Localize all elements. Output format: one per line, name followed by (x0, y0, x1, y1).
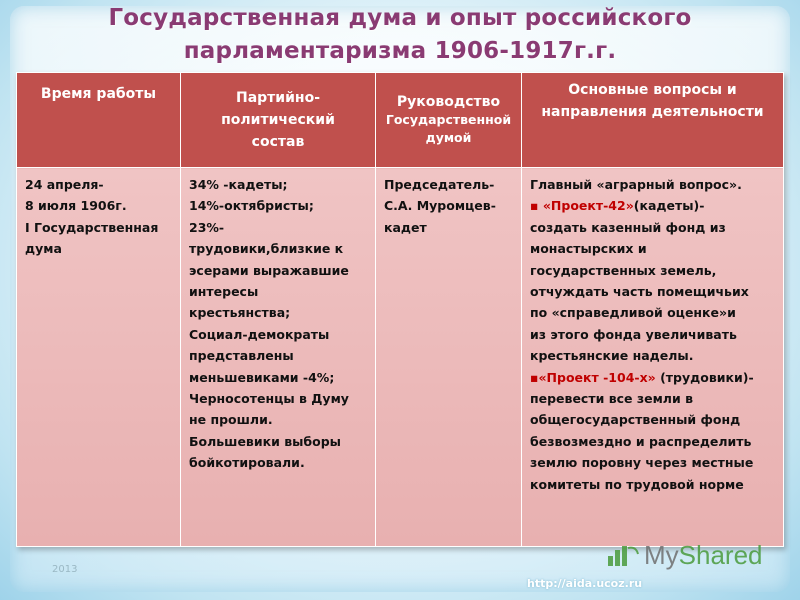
cell-line: общегосударственный фонд (530, 412, 741, 428)
myshared-logo[interactable] (606, 540, 763, 570)
header-label: политический (221, 112, 335, 128)
cell-line: землю поровну через местные (530, 455, 754, 471)
cell-line: 14%-октябристы; (189, 198, 314, 214)
cell-line: Черносотенцы в Думу (189, 391, 349, 407)
cell-line: кадет (384, 219, 427, 235)
cell-line: 8 июля 1906г. (25, 198, 127, 214)
title-line-2: парламентаризма 1906-1917г.г. (183, 38, 617, 64)
cell-leadership (376, 168, 522, 547)
cell-main-issues (522, 168, 784, 547)
header-label: Время работы (40, 86, 157, 102)
header-main-issues (522, 73, 784, 168)
project-name: «Проект -104-х» (538, 369, 656, 385)
table-row (17, 168, 784, 547)
cell-line: Главный «аграрный вопрос». (530, 177, 742, 192)
header-label: состав (251, 134, 305, 150)
cell-line: 23%- (189, 219, 225, 235)
cell-line: по «справедливой оценке»и (530, 305, 736, 321)
cell-line: С.А. Муромцев- (384, 198, 496, 214)
project-name: «Проект-42» (542, 198, 634, 214)
header-label: Партийно- (235, 90, 321, 106)
square-bullet-icon: ▪ (530, 198, 539, 214)
logo-text (644, 540, 763, 571)
header-label: Основные вопросы и (568, 82, 737, 98)
cell-line: 24 апреля- (25, 177, 104, 192)
myshared-logo-icon (606, 542, 640, 568)
cell-line: дума (25, 241, 62, 257)
bullet-item-project-42 (530, 195, 775, 216)
header-label: Государственной (385, 112, 512, 127)
site-url[interactable]: http://aida.ucoz.ru (527, 577, 643, 590)
bullet-item-project-104 (530, 367, 775, 388)
cell-line: не прошли. (189, 412, 273, 428)
cell-line: представлены (189, 348, 294, 364)
cell-line: 34% -кадеты; (189, 177, 288, 192)
cell-line: безвозмездно и распределить (530, 433, 752, 449)
cell-line: эсерами выражавшие (189, 262, 349, 278)
header-row (17, 73, 784, 168)
slide-date: 2013 (52, 564, 78, 575)
cell-line: перевести все земли в (530, 391, 693, 407)
header-work-period (17, 73, 181, 168)
logo-text-a: My (644, 539, 679, 570)
cell-line: трудовики,близкие к (189, 241, 344, 257)
cell-work-period (17, 168, 181, 547)
cell-line: создать казенный фонд из (530, 219, 726, 235)
project-party: (кадеты)- (633, 198, 705, 214)
slide-title (0, 2, 800, 68)
project-party: (трудовики)- (655, 369, 754, 385)
header-party-composition (181, 73, 376, 168)
cell-line: бойкотировали. (189, 455, 305, 471)
cell-line: из этого фонда увеличивать (530, 326, 737, 342)
duma-table (16, 72, 784, 547)
cell-line: крестьянские наделы. (530, 348, 694, 364)
cell-line: Большевики выборы (189, 433, 341, 449)
header-label: направления деятельности (541, 104, 764, 120)
cell-line: отчуждать часть помещичьих (530, 284, 749, 300)
cell-line: I Государственная (25, 219, 159, 235)
header-label: думой (425, 130, 472, 145)
square-bullet-icon: ▪ (530, 369, 539, 385)
header-leadership (376, 73, 522, 168)
header-label: Руководство (396, 94, 501, 110)
cell-line: Председатель- (384, 177, 495, 192)
cell-line: Социал-демократы (189, 326, 330, 342)
cell-line: государственных земель, (530, 262, 717, 278)
cell-line: комитеты по трудовой норме (530, 476, 744, 492)
cell-line: меньшевиками -4%; (189, 369, 335, 385)
cell-party-composition (181, 168, 376, 547)
cell-line: крестьянства; (189, 305, 291, 321)
title-line-1: Государственная дума и опыт российского (108, 5, 692, 31)
cell-line: монастырских и (530, 241, 647, 257)
logo-text-b: Shared (678, 539, 763, 570)
cell-line: интересы (189, 284, 259, 300)
